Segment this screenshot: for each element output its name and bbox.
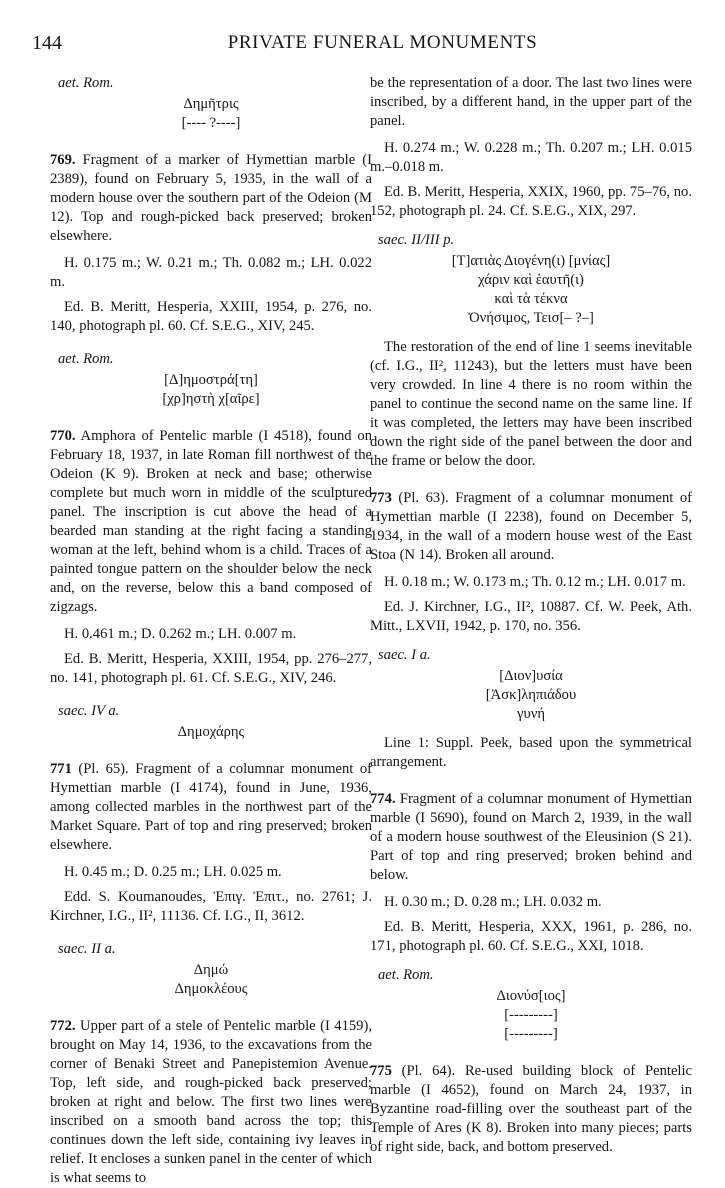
running-title: PRIVATE FUNERAL MONUMENTS	[227, 32, 538, 53]
inscription-line: [---------]	[504, 1026, 558, 1042]
date-label: aet. Rom.	[58, 75, 114, 91]
page-number: 144	[32, 32, 62, 54]
entry-770-dimensions: H. 0.461 m.; D. 0.262 m.; LH. 0.007 m.	[64, 626, 297, 642]
entry-774: 774. Fragment of a columnar monument of Hymettian marble (I 5690), found on March 2, 1939, in the wall of a modern house southwest of the Eleusinion (S 21). Part of top and ring preserved; broken behind and below.	[370, 791, 692, 883]
entry-772-commentary: The restoration of the end of line 1 seems inevitable (cf. I.G., II², 11243), but the letters must have been very crowded. In line 4 there is no room within the panel to continue the second name on the same line. If it was completed, the letters may have been inscribed down the right side of the panel between the door and the frame or below the door.	[370, 339, 692, 469]
entry-774-dimensions: H. 0.30 m.; D. 0.28 m.; LH. 0.032 m.	[384, 894, 602, 910]
entry-771: 771 (Pl. 65). Fragment of a columnar monument of Hymettian marble (I 4174), found in June, 1936, among collected marbles in the northwest part of the Market Square. Part of top and ring preserved; broken elsewhere.	[50, 761, 372, 853]
inscription-line: [Ἀσκ]ληπιάδου	[485, 687, 577, 703]
inscription-line: Δημοχάρης	[177, 724, 245, 740]
entry-772-dimensions: H. 0.274 m.; W. 0.228 m.; Th. 0.207 m.; LH. 0.015 m.–0.018 m.	[370, 140, 692, 175]
inscription-line: [Τ]ατιὰς Διογένη(ι) [μνίας]	[451, 253, 611, 269]
entry-773: 773 (Pl. 63). Fragment of a columnar monument of Hymettian marble (I 2238), found on December 5, 1934, in the wall of a modern house west of the East Stoa (N 14). Broken all around.	[370, 490, 692, 563]
date-label: saec. I a.	[378, 647, 431, 663]
inscription-line: [χρ]ηστὴ χ[αῖρε]	[162, 391, 260, 407]
entry-772-continued: be the representation of a door. The last two lines were inscribed, by a different hand, in the upper part of the panel.	[370, 75, 692, 129]
date-label: saec. IV a.	[58, 703, 120, 719]
date-label: aet. Rom.	[378, 967, 434, 983]
inscription-line: Δημώ	[193, 962, 229, 978]
date-label: saec. II a.	[58, 941, 116, 957]
page-header	[32, 32, 693, 62]
entry-769-dimensions: H. 0.175 m.; W. 0.21 m.; Th. 0.082 m.; LH. 0.022 m.	[50, 255, 372, 290]
inscription-line: [---------]	[504, 1007, 558, 1023]
entry-771-edition: Edd. S. Koumanoudes, Ἐπιγ. Ἐπιτ., no. 2761; J. Kirchner, I.G., II², 11136. Cf. I.G., II, 3612.	[50, 889, 372, 924]
inscription-line: Δημοκλέους	[174, 981, 248, 997]
right-column	[370, 74, 692, 1157]
inscription-line: γυνή	[517, 706, 545, 722]
inscription-line: καὶ τὰ τέκνα	[494, 291, 568, 307]
inscription-line: Ὀνήσιμος, Τεισ[– ?–]	[468, 310, 594, 326]
entry-773-commentary: Line 1: Suppl. Peek, based upon the symmetrical arrangement.	[370, 735, 692, 770]
date-label: aet. Rom.	[58, 351, 114, 367]
inscription-line: Διονύσ[ιος]	[496, 988, 566, 1004]
entry-770-edition: Ed. B. Meritt, Hesperia, XXIII, 1954, pp. 276–277, no. 141, photograph pl. 61. Cf. S.E.G., XIV, 246.	[50, 651, 372, 686]
inscription-line: χάριν καὶ ἑαυτῆ(ι)	[478, 272, 584, 288]
inscription-line: [Διον]υσία	[499, 668, 563, 684]
entry-774-edition: Ed. B. Meritt, Hesperia, XXX, 1961, p. 286, no. 171, photograph pl. 60. Cf. S.E.G., XXI, 1018.	[370, 919, 692, 954]
entry-772-edition: Ed. B. Meritt, Hesperia, XXIX, 1960, pp. 75–76, no. 152, photograph pl. 24. Cf. S.E.G., XIX, 297.	[370, 184, 692, 219]
inscription-line: Δημῆτρις	[183, 96, 239, 112]
entry-773-dimensions: H. 0.18 m.; W. 0.173 m.; Th. 0.12 m.; LH. 0.017 m.	[384, 574, 686, 590]
entry-770: 770. Amphora of Pentelic marble (I 4518), found on February 18, 1937, in late Roman fill northwest of the Odeion (K 9). Broken at neck and base; otherwise complete but much worn in middle of the sculptured panel. The inscription is cut above the head of a bearded man standing at the right facing a standing woman at the left, behind whom is a child. Traces of a painted tongue pattern on the shoulder below the neck and, on the reverse, below this a band composed of zigzags.	[50, 428, 372, 615]
entry-773-edition: Ed. J. Kirchner, I.G., II², 10887. Cf. W. Peek, Ath. Mitt., LXVII, 1942, p. 170, no. 356.	[370, 599, 692, 634]
entry-772: 772. Upper part of a stele of Pentelic marble (I 4159), brought on May 14, 1936, to the excavations from the corner of Benaki Street and Panepistemion Avenue. Top, left side, and rough-picked back preserved; broken at right and below. The first two lines were inscribed on a smooth band across the top; this continues down the left side, containing ivy leaves in relief. It encloses a sunken panel in the center of which is what seems to	[50, 1018, 372, 1186]
entry-769: 769. Fragment of a marker of Hymettian marble (I 2389), found on February 5, 1935, in the wall of a modern house over the southern part of the Odeion (M 12). Top and rough-picked back preserved; broken elsewhere.	[50, 152, 372, 244]
left-column	[50, 74, 372, 1188]
inscription-line: [Δ]ημοστρά[τη]	[164, 372, 258, 388]
entry-775: 775 (Pl. 64). Re-used building block of Pentelic marble (I 4652), found on March 24, 1937, in Byzantine road-filling over the southeast part of the Temple of Ares (K 8). Broken into many pieces; parts of right side, back, and bottom preserved.	[370, 1063, 693, 1155]
inscription-line: [---- ?----]	[181, 115, 241, 131]
entry-771-dimensions: H. 0.45 m.; D. 0.25 m.; LH. 0.025 m.	[64, 864, 282, 880]
date-label: saec. II/III p.	[378, 232, 455, 248]
entry-769-edition: Ed. B. Meritt, Hesperia, XXIII, 1954, p. 276, no. 140, photograph pl. 60. Cf. S.E.G., XIV, 245.	[50, 299, 372, 334]
